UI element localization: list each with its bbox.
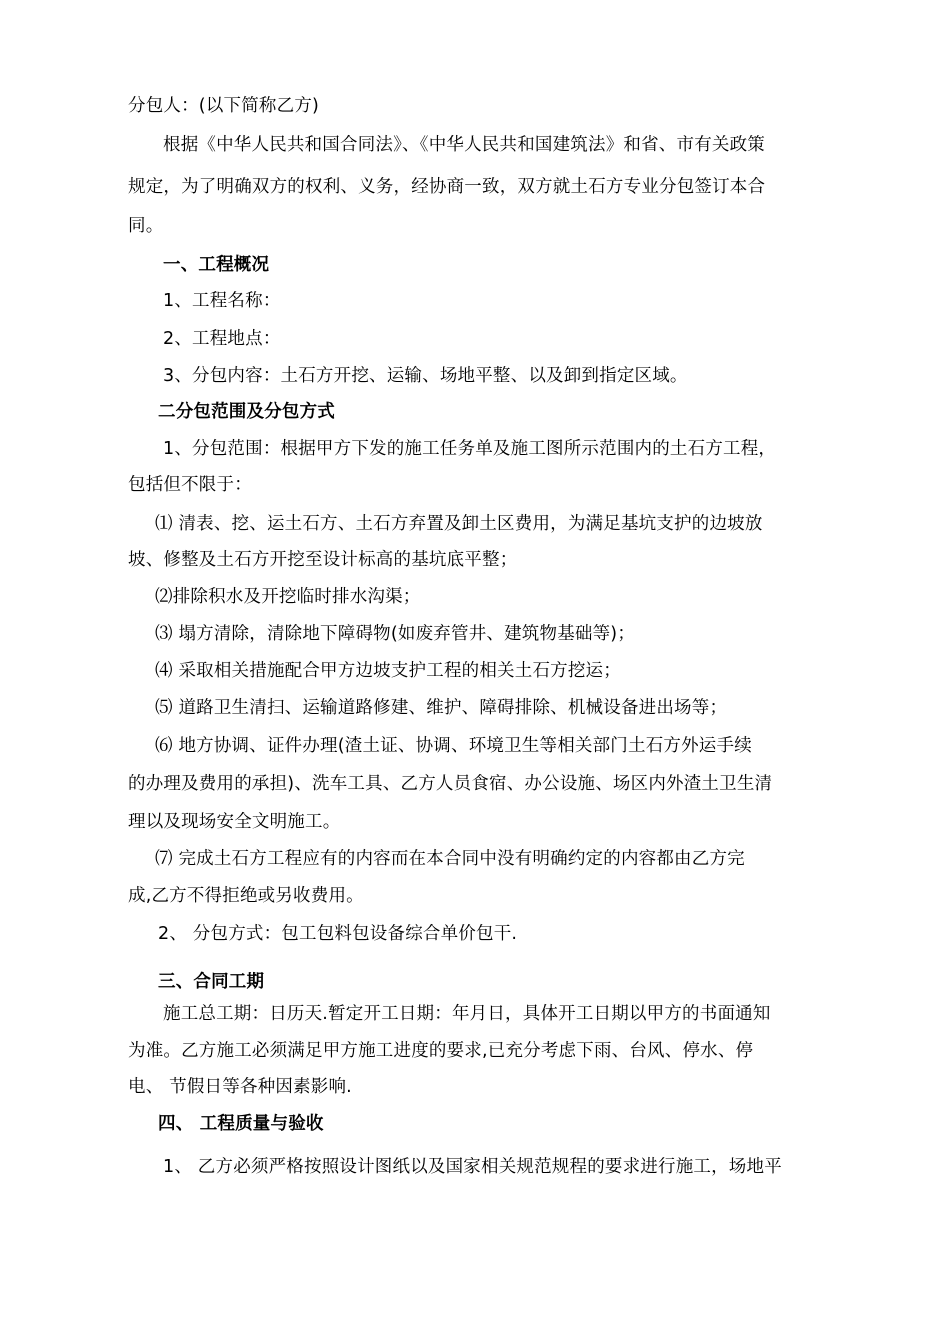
section-4-heading: 四、 工程质量与验收 xyxy=(158,1114,324,1134)
preamble-line-3: 同。 xyxy=(128,216,164,236)
section-1-heading: 一、工程概况 xyxy=(163,255,270,275)
scope-item-6-line-1: ⑹ 地方协调、证件办理(渣土证、协调、环境卫生等相关部门土石方外运手续 xyxy=(155,736,752,756)
subcontract-content-line: 3、分包内容：土石方开挖、运输、场地平整、以及卸到指定区域。 xyxy=(163,366,688,386)
schedule-line-3: 电、 节假日等各种因素影响. xyxy=(128,1077,352,1097)
scope-line-2: 包括但不限于： xyxy=(128,475,252,495)
scope-item-6-line-3: 理以及现场安全文明施工。 xyxy=(128,812,341,832)
section-3-heading: 三、合同工期 xyxy=(158,972,265,992)
scope-item-1-line-2: 坡、修整及土石方开挖至设计标高的基坑底平整； xyxy=(128,550,518,570)
schedule-line-1: 施工总工期：日历天.暂定开工日期：年月日，具体开工日期以甲方的书面通知 xyxy=(163,1004,771,1024)
quality-line-1: 1、 乙方必须严格按照设计图纸以及国家相关规范规程的要求进行施工，场地平 xyxy=(163,1157,782,1177)
subcontract-method-line: 2、 分包方式：包工包料包设备综合单价包干. xyxy=(158,924,518,944)
scope-line-1: 1、分包范围：根据甲方下发的施工任务单及施工图所示范围内的土石方工程， xyxy=(163,439,777,459)
scope-item-6-line-2: 的办理及费用的承担)、洗车工具、乙方人员食宿、办公设施、场区内外渣土卫生清 xyxy=(128,774,773,794)
subcontractor-line: 分包人：(以下简称乙方) xyxy=(128,96,320,116)
scope-item-4: ⑷ 采取相关措施配合甲方边坡支护工程的相关土石方挖运； xyxy=(155,661,621,681)
preamble-line-2: 规定，为了明确双方的权利、义务，经协商一致，双方就土石方专业分包签订本合 xyxy=(128,177,766,197)
scope-item-3: ⑶ 塌方清除，清除地下障碍物(如废弃管井、建筑物基础等)； xyxy=(155,624,636,644)
scope-item-7-line-2: 成,乙方不得拒绝或另收费用。 xyxy=(128,886,364,906)
project-name-line: 1、工程名称： xyxy=(163,291,281,311)
scope-item-2: ⑵排除积水及开挖临时排水沟渠； xyxy=(155,587,421,607)
schedule-line-2: 为准。乙方施工必须满足甲方施工进度的要求,已充分考虑下雨、台风、停水、停 xyxy=(128,1041,754,1061)
preamble-line-1: 根据《中华人民共和国合同法》、《中华人民共和国建筑法》和省、市有关政策 xyxy=(163,135,765,155)
scope-item-1-line-1: ⑴ 清表、挖、运土石方、土石方弃置及卸土区费用，为满足基坑支护的边坡放 xyxy=(155,514,763,534)
project-location-line: 2、工程地点： xyxy=(163,329,281,349)
scope-item-7-line-1: ⑺ 完成土石方工程应有的内容而在本合同中没有明确约定的内容都由乙方完 xyxy=(155,849,745,869)
section-2-heading: 二分包范围及分包方式 xyxy=(158,402,335,422)
scope-item-5: ⑸ 道路卫生清扫、运输道路修建、维护、障碍排除、机械设备进出场等； xyxy=(155,698,728,718)
